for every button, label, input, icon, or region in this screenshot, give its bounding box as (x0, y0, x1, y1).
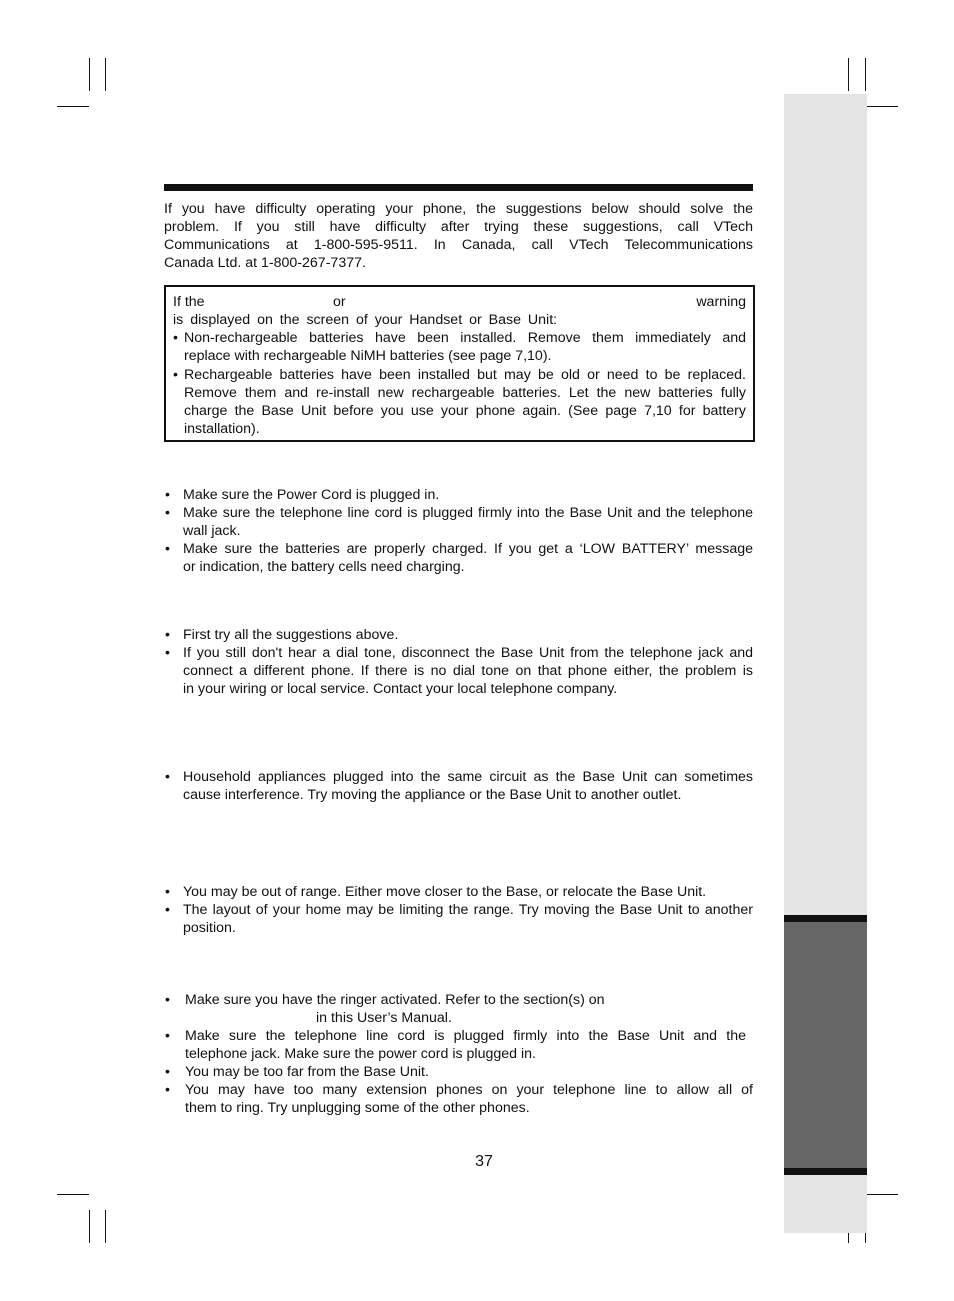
list-item-line: • You may be too far from the Base Unit. (185, 1064, 429, 1080)
list-item (164, 1081, 753, 1117)
section-5-bullet-list (164, 991, 753, 1117)
list-item-line: • Non-rechargeable batteries have been installed. Remove them immediately and (184, 330, 746, 346)
intro-line: Canada Ltd. at 1-800-267-7377. (164, 255, 366, 271)
list-item (173, 329, 746, 365)
crop-mark (105, 1210, 106, 1243)
heading-rule (164, 184, 753, 191)
list-item (164, 768, 753, 804)
list-item (164, 486, 753, 504)
list-item-line: in this User’s Manual. (316, 1010, 452, 1026)
warning-first-line (173, 293, 746, 311)
intro-line: Communications at 1-800-595-9511. In Canada, call VTech Telecommunications (164, 237, 753, 253)
list-item-line: connect a different phone. If there is no dial tone on that phone either, the problem is (183, 663, 753, 679)
page-number: 37 (475, 1153, 493, 1170)
list-item-line: • You may have too many extension phones on your telephone line to allow all of (185, 1082, 753, 1098)
battery-warning-box (164, 285, 755, 442)
list-item-line: • Make sure the telephone line cord is plugged firmly into the Base Unit and the telephone (183, 505, 753, 521)
list-item-line: replace with rechargeable NiMH batteries (see page 7,10). (184, 348, 552, 364)
intro-paragraph (164, 200, 753, 272)
list-item-line: • Make sure the Power Cord is plugged in. (183, 487, 440, 503)
crop-mark (865, 58, 866, 91)
list-item-line: telephone jack. Make sure the power cord is plugged in. (185, 1046, 536, 1062)
list-item (164, 504, 753, 540)
warning-text: is displayed on the screen of your Handset or Base Unit: (173, 312, 558, 328)
list-item-line: • You may be out of range. Either move closer to the Base, or relocate the Base Unit. (183, 884, 707, 900)
list-item-line: wall jack. (183, 523, 241, 539)
list-item (164, 883, 753, 901)
crop-mark (57, 106, 89, 107)
section-1-bullet-list (164, 486, 753, 576)
intro-line: If you have difficulty operating your phone, the suggestions below should solve the (164, 201, 753, 217)
list-item (164, 626, 753, 644)
section-3-bullet-list (164, 768, 753, 804)
list-item (173, 366, 746, 438)
crop-mark (105, 58, 106, 91)
list-item-line: • Household appliances plugged into the same circuit as the Base Unit can sometimes (183, 769, 753, 785)
list-item-line: • Make sure the telephone line cord is plugged firmly into the Base Unit and the (185, 1028, 746, 1044)
list-item (164, 991, 753, 1027)
list-item-line: Remove them and re-install new rechargeable batteries. Let the new batteries fully (184, 385, 746, 401)
warning-text: or (333, 294, 346, 310)
list-item-line: position. (183, 920, 236, 936)
list-item (164, 1063, 753, 1081)
list-item (164, 644, 753, 698)
section-tab (784, 915, 867, 1175)
list-item-line: them to ring. Try unplugging some of the other phones. (185, 1100, 530, 1116)
list-item-line: • Rechargeable batteries have been installed but may be old or need to be replaced. (184, 367, 746, 383)
list-item (164, 901, 753, 937)
section-4-bullet-list (164, 883, 753, 937)
section-tab-bottom-bar (784, 1168, 867, 1175)
section-tab-top-bar (784, 915, 867, 922)
list-item-line: • Make sure you have the ringer activated. Refer to the section(s) on (185, 992, 605, 1008)
list-item-line: • Make sure the batteries are properly charged. If you get a ‘LOW BATTERY’ message (183, 541, 753, 557)
crop-mark (89, 1210, 90, 1243)
warning-text: warning (696, 294, 746, 310)
list-item-line: • The layout of your home may be limiting the range. Try moving the Base Unit to another (183, 902, 753, 918)
crop-mark (866, 106, 898, 107)
crop-mark (866, 1194, 898, 1195)
list-item-line: or indication, the battery cells need charging. (183, 559, 465, 575)
warning-text: If the (173, 294, 205, 310)
list-item-line: charge the Base Unit before you use your phone again. (See page 7,10 for battery (184, 403, 746, 419)
list-item-line: cause interference. Try moving the appliance or the Base Unit to another outlet. (183, 787, 682, 803)
warning-bullet-list (173, 329, 746, 438)
list-item-line: installation). (184, 421, 260, 437)
list-item-line: • First try all the suggestions above. (183, 627, 399, 643)
crop-mark (57, 1194, 89, 1195)
section-2-bullet-list (164, 626, 753, 698)
crop-mark (848, 58, 849, 91)
intro-line: problem. If you still have difficulty after trying these suggestions, call VTech (164, 219, 753, 235)
list-item-line: • If you still don't hear a dial tone, disconnect the Base Unit from the telephone jack and (183, 645, 753, 661)
list-item-line: in your wiring or local service. Contact your local telephone company. (183, 681, 618, 697)
list-item (164, 1027, 753, 1063)
list-item (164, 540, 753, 576)
crop-mark (89, 58, 90, 91)
